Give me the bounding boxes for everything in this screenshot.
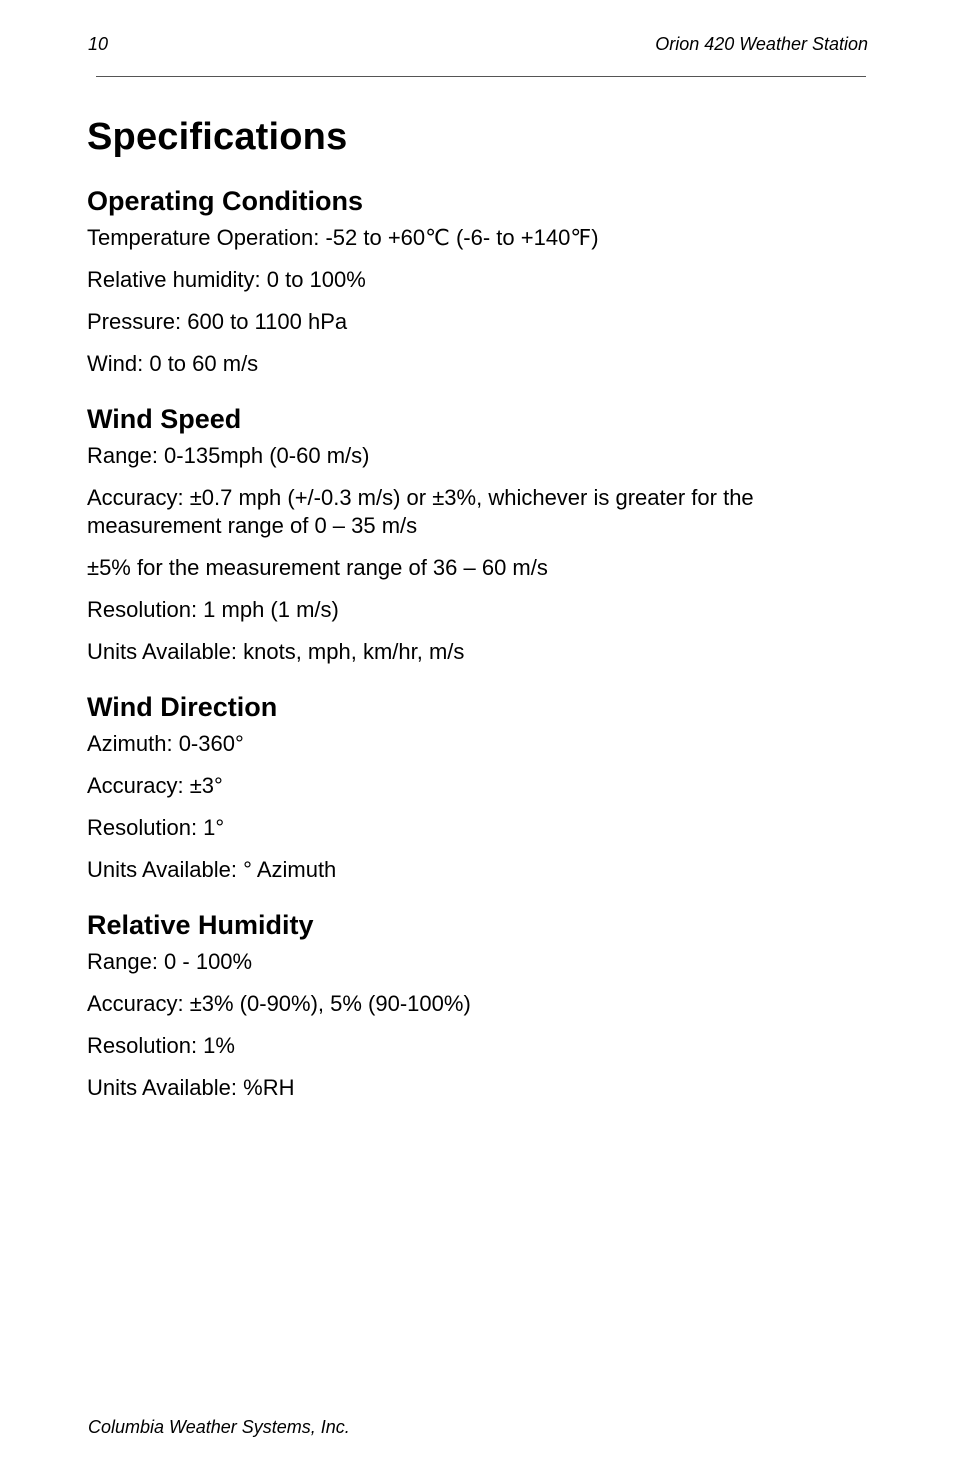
section-wind-speed	[87, 402, 867, 666]
page-header	[88, 34, 868, 58]
spec-line: Pressure: 600 to 1100 hPa	[87, 309, 348, 334]
section-heading: Relative Humidity	[87, 910, 314, 940]
running-title: Orion 420 Weather Station	[655, 34, 868, 54]
header-divider	[96, 76, 866, 77]
spec-line: Range: 0-135mph (0-60 m/s)	[87, 443, 370, 468]
spec-line: Range: 0 - 100%	[87, 949, 253, 974]
main-content	[87, 114, 867, 1102]
spec-line: Accuracy: ±3% (0-90%), 5% (90-100%)	[87, 991, 471, 1016]
spec-line: Temperature Operation: -52 to +60℃ (-6- to +140℉)	[87, 225, 599, 250]
section-heading: Wind Speed	[87, 404, 242, 434]
spec-line: Resolution: 1%	[87, 1033, 235, 1058]
section-heading: Wind Direction	[87, 692, 278, 722]
spec-line: Azimuth: 0-360°	[87, 731, 244, 756]
section-heading: Operating Conditions	[87, 186, 363, 216]
spec-line: Accuracy: ±3°	[87, 773, 223, 798]
section-relative-humidity	[87, 908, 867, 1102]
spec-line: Units Available: %RH	[87, 1075, 295, 1100]
section-wind-direction	[87, 690, 867, 884]
section-operating-conditions	[87, 184, 867, 378]
spec-line: Accuracy: ±0.7 mph (+/-0.3 m/s) or ±3%, whichever is greater for the measurement range of 0 – 35 m/s	[87, 485, 754, 538]
page-number: 10	[88, 34, 109, 54]
spec-line: Units Available: ° Azimuth	[87, 857, 337, 882]
page-title: Specifications	[87, 116, 348, 158]
spec-line: Resolution: 1°	[87, 815, 225, 840]
spec-line: Resolution: 1 mph (1 m/s)	[87, 597, 339, 622]
spec-line: Relative humidity: 0 to 100%	[87, 267, 366, 292]
spec-line: Units Available: knots, mph, km/hr, m/s	[87, 639, 465, 664]
spec-line: Wind: 0 to 60 m/s	[87, 351, 259, 376]
page-footer: Columbia Weather Systems, Inc.	[88, 1417, 350, 1437]
spec-line: ±5% for the measurement range of 36 – 60 m/s	[87, 555, 548, 580]
